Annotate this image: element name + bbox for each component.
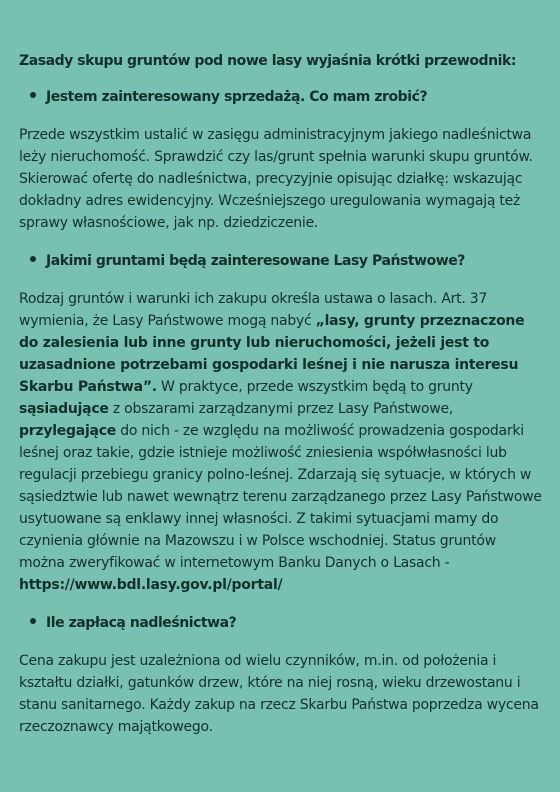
question-land-types-text: Jakimi gruntami będą zainteresowane Lasy Państwowe? — [46, 253, 465, 269]
intro-heading: Zasady skupu gruntów pod nowe lasy wyjaśnia krótki przewodnik: — [19, 53, 517, 69]
question-payment-text: Ile zapłacą nadleśnictwa? — [46, 615, 237, 631]
question-selling — [19, 86, 544, 108]
answer-text: z obszarami zarządzanymi przez Lasy Państwowe, — [108, 401, 454, 417]
question-payment — [19, 612, 544, 634]
question-land-types — [19, 250, 544, 272]
answer-text: do nich - ze względu na możliwość prowadzenia gospodarki leśnej oraz takie, gdzie istnieje możliwość zniesienia współwłasności lub regulacji przebiegu granicy polno-leśnej. Zdarzają się sytuacje, w których w sąsiedztwie lub nawet wewnątrz terenu zarządzanego przez Lasy Państwowe usytuowane są enklawy innej własności. Z takimi sytuacjami mamy do czynienia głównie na Mazowszu i w Polsce wschodniej. Status gruntów można zweryfikować w internetowym Banku Danych o Lasach - — [19, 423, 542, 571]
emphasis-bordering: przylegające — [19, 423, 117, 439]
bdl-portal-link[interactable]: https://www.bdl.lasy.gov.pl/portal/ — [19, 577, 283, 593]
bullet-icon — [30, 92, 36, 98]
answer-text: W praktyce, przede wszystkim będą to grunty — [156, 379, 473, 395]
question-selling-text: Jestem zainteresowany sprzedażą. Co mam zrobić? — [46, 89, 428, 105]
emphasis-adjacent: sąsiadujące — [19, 401, 109, 417]
law-quote: „lasy, grunty przeznaczone do zalesienia lub inne grunty lub nieruchomości, jeżeli jest to uzasadnione potrzebami gospodarki leśnej i nie narusza interesu Skarbu Państwa”. — [19, 313, 525, 395]
answer-payment: Cena zakupu jest uzależniona od wielu czynników, m.in. od położenia i kształtu działki, gatunków drzew, które na niej rosną, wieku drzewostanu i stanu sanitarnego. Każdy zakup na rzecz Skarbu Państwa poprzedza wycena rzeczoznawcy majątkowego. — [19, 653, 539, 735]
answer-selling: Przede wszystkim ustalić w zasięgu administracyjnym jakiego nadleśnictwa leży nieruchomość. Sprawdzić czy las/grunt spełnia warunki skupu gruntów. Skierować ofertę do nadleśnictwa, precyzyjnie opisując działkę: wskazując dokładny adres ewidencyjny. Wcześniejszego uregulowania wymagają też sprawy własnościowe, jak np. dziedziczenie. — [19, 127, 533, 231]
answer-text: Rodzaj gruntów i warunki ich zakupu określa ustawa o lasach. Art. 37 wymienia, że Lasy Państwowe mogą nabyć — [19, 291, 488, 329]
answer-land-types — [19, 288, 544, 596]
bullet-icon — [30, 618, 36, 624]
bullet-icon — [30, 256, 36, 262]
